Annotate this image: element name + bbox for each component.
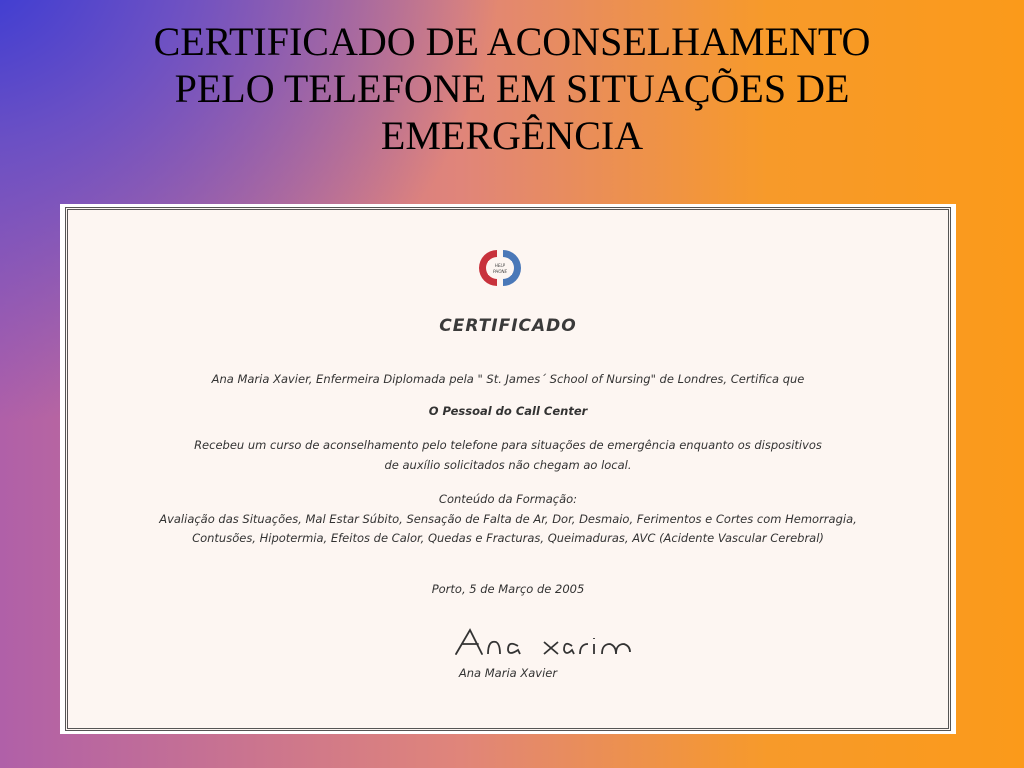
certificate-body-line-1: Recebeu um curso de aconselhamento pelo telefone para situações de emergência enquanto os dispositivos [194, 438, 822, 452]
certificate-paper [65, 207, 951, 731]
content-line-2: Contusões, Hipotermia, Efeitos de Calor, Quedas e Fracturas, Queimaduras, AVC (Acidente Vascular Cerebral) [192, 531, 824, 545]
content-heading: Conteúdo da Formação: [438, 492, 578, 506]
certificate-recipient: O Pessoal do Call Center [428, 404, 588, 418]
certificate-heading: CERTIFICADO [439, 316, 577, 336]
title-line-1: CERTIFICADO DE ACONSELHAMENTO [153, 19, 871, 64]
svg-text:PHONE: PHONE [492, 269, 508, 274]
certificate-image [60, 204, 956, 734]
signatory-name: Ana Maria Xavier [458, 666, 558, 680]
certificate-intro: Ana Maria Xavier, Enfermeira Diplomada pela " St. James´ School of Nursing" de Londres, Certifica que [211, 372, 805, 386]
title-line-3: EMERGÊNCIA [380, 113, 644, 158]
certificate-body-line-2: de auxílio solicitados não chegam ao local. [384, 458, 632, 472]
help-phone-logo-icon [475, 246, 525, 290]
place-date: Porto, 5 de Março de 2005 [431, 582, 585, 596]
svg-text:HELP: HELP [494, 263, 506, 268]
content-line-1: Avaliação das Situações, Mal Estar Súbito, Sensação de Falta de Ar, Dor, Desmaio, Ferimentos e Cortes com Hemorragia, [159, 512, 857, 526]
title-line-2: PELO TELEFONE EM SITUAÇÕES DE [174, 66, 850, 111]
slide-title [0, 18, 1024, 159]
handwritten-signature [448, 624, 638, 660]
